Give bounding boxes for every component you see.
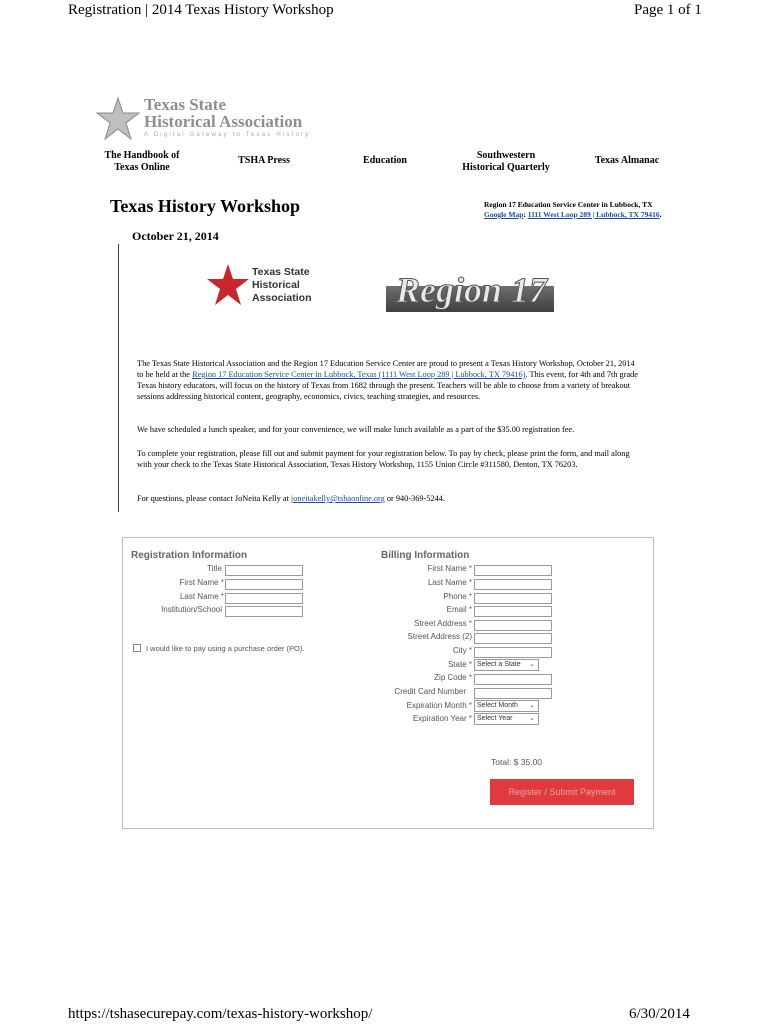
reg-title-input[interactable] <box>225 565 303 576</box>
nav-handbook[interactable] <box>96 150 188 174</box>
logo-line2: Historical Association <box>144 112 303 131</box>
nav-swhq-line1: Southwestern <box>476 150 536 161</box>
submit-payment-button[interactable]: Register / Submit Payment <box>490 779 634 805</box>
email-link[interactable]: joneitakelly@tshaonline.org <box>290 494 385 503</box>
nav-swhq[interactable] <box>452 150 560 174</box>
tsha-event-logo <box>206 262 326 312</box>
nav-almanac[interactable] <box>584 155 670 167</box>
bill-state-select[interactable]: Select a State ⌄ <box>474 659 539 671</box>
billing-title: Billing Information <box>381 550 470 561</box>
reg-title-label: Title <box>207 564 222 573</box>
location-text: Region 17 Education Service Center in Lubbock, TX <box>484 200 653 209</box>
site-logo[interactable] <box>96 96 336 144</box>
print-header-page: Page 1 of 1 <box>634 2 702 18</box>
bill-phone-input[interactable] <box>474 593 552 604</box>
nav-handbook-line2: Texas Online <box>114 162 170 173</box>
bill-city-input[interactable] <box>474 647 552 658</box>
lunch-paragraph: We have scheduled a lunch speaker, and for your convenience, we will make lunch available as a part of the $35.00 registration fee. <box>137 425 575 434</box>
nav-tsha-press-label: TSHA Press <box>238 155 290 166</box>
reg-firstname-input[interactable] <box>225 579 303 590</box>
google-map-link[interactable]: Google Map <box>484 210 524 219</box>
location-box: Region 17 Education Service Center in Lubbock, TX Google Map: 1111 West Loop 289 | Lubbock, TX 79416. <box>484 200 694 220</box>
po-checkbox[interactable] <box>133 644 141 652</box>
bill-email-input[interactable] <box>474 606 552 617</box>
tsha-logo-line3: Association <box>252 292 312 304</box>
chevron-down-icon: ⌄ <box>529 661 535 668</box>
contact-paragraph <box>137 493 643 504</box>
bill-city-label: City * <box>452 646 472 655</box>
bill-firstname-input[interactable] <box>474 565 552 576</box>
bill-street2-label: Street Address (2) <box>407 632 472 641</box>
print-footer-url: https://tshasecurepay.com/texas-history-workshop/ <box>68 1006 373 1022</box>
bill-street-input[interactable] <box>474 620 552 631</box>
left-rule <box>118 244 119 512</box>
intro-paragraph <box>137 358 643 402</box>
bill-expmonth-label: Expiration Month * <box>406 701 472 710</box>
bill-phone-label: Phone * <box>443 592 472 601</box>
region17-logo <box>386 262 554 318</box>
venue-link[interactable]: Region 17 Education Service Center in Lubbock, Texas (1111 West Loop 289 | Lubbock, TX 79416) <box>192 370 526 379</box>
po-label: I would like to pay using a purchase order (PO). <box>146 644 305 653</box>
logo-line1: Texas State <box>144 95 227 114</box>
contact-text-b: or 940-369-5244. <box>384 494 445 503</box>
reg-lastname-input[interactable] <box>225 593 303 604</box>
region17-text: Region 17 <box>396 270 548 310</box>
reg-firstname-label: First Name * <box>179 578 224 587</box>
address-link[interactable]: 1111 West Loop 289 | Lubbock, TX 79416 <box>527 210 660 219</box>
nav-education-label: Education <box>363 155 407 166</box>
intro-text-b: . This event, for 4th and 7th grade Texas history educators, will focus on the history of Texas from 1682 through the present. Teachers will be able to choose from a variety of breakout sessions addressing historical content, geography, economics, civics, teaching strategies, and resources. <box>137 370 638 401</box>
reg-lastname-label: Last Name * <box>179 592 224 601</box>
nav-education[interactable] <box>350 155 420 167</box>
bill-lastname-input[interactable] <box>474 579 552 590</box>
contact-text-a: For questions, please contact JoNeita Kelly at <box>137 494 291 503</box>
tsha-star-icon <box>206 262 250 310</box>
bill-street2-input[interactable] <box>474 633 552 644</box>
chevron-down-icon: ⌄ <box>529 715 535 722</box>
nav-handbook-line1: The Handbook of <box>104 150 180 161</box>
tsha-logo-line1: Texas State <box>252 266 310 278</box>
bill-expmonth-select[interactable]: Select Month ⌄ <box>474 700 539 712</box>
logo-tagline: A Digital Gateway to Texas History <box>144 132 311 138</box>
page-title: Texas History Workshop <box>110 196 301 216</box>
bill-email-label: Email * <box>446 605 472 614</box>
bill-cc-input[interactable] <box>474 688 552 699</box>
nav-swhq-line2: Historical Quarterly <box>462 162 550 173</box>
star-logo-icon <box>96 96 140 144</box>
print-header-title: Registration | 2014 Texas History Workshop <box>68 2 334 18</box>
intro-text-a: The Texas State Historical Association and the Region 17 Education Service Center are proud to present a Texas History Workshop, October 21, 2014 to be held at the <box>137 359 635 379</box>
chevron-down-icon: ⌄ <box>529 702 535 709</box>
nav-tsha-press[interactable] <box>226 155 302 167</box>
bill-firstname-label: First Name * <box>427 564 472 573</box>
bill-expyear-select[interactable]: Select Year ⌄ <box>474 713 539 725</box>
nav-almanac-label: Texas Almanac <box>594 155 660 166</box>
bill-state-label: State * <box>447 660 472 669</box>
bill-lastname-label: Last Name * <box>427 578 472 587</box>
bill-cc-label: Credit Card Number <box>394 687 466 696</box>
reg-institution-input[interactable] <box>225 606 303 617</box>
bill-zip-input[interactable] <box>474 674 552 685</box>
tsha-logo-line2: Historical <box>252 279 300 291</box>
event-date: October 21, 2014 <box>132 229 219 243</box>
instructions-paragraph: To complete your registration, please fill out and submit payment for your registration below. To pay by check, please print the form, and mail along with your check to the Texas State Historical Association, Texas History Workshop, 1155 Union Circle #311580, Denton, TX 76203. <box>137 449 630 469</box>
reg-institution-label: Institution/School <box>161 605 222 614</box>
registration-title: Registration Information <box>131 550 248 561</box>
total-amount: Total: $ 35.00 <box>491 757 543 767</box>
print-footer-date: 6/30/2014 <box>629 1006 690 1022</box>
bill-street-label: Street Address * <box>414 619 472 628</box>
bill-zip-label: Zip Code * <box>434 673 472 682</box>
bill-expyear-label: Expiration Year * <box>412 714 472 723</box>
